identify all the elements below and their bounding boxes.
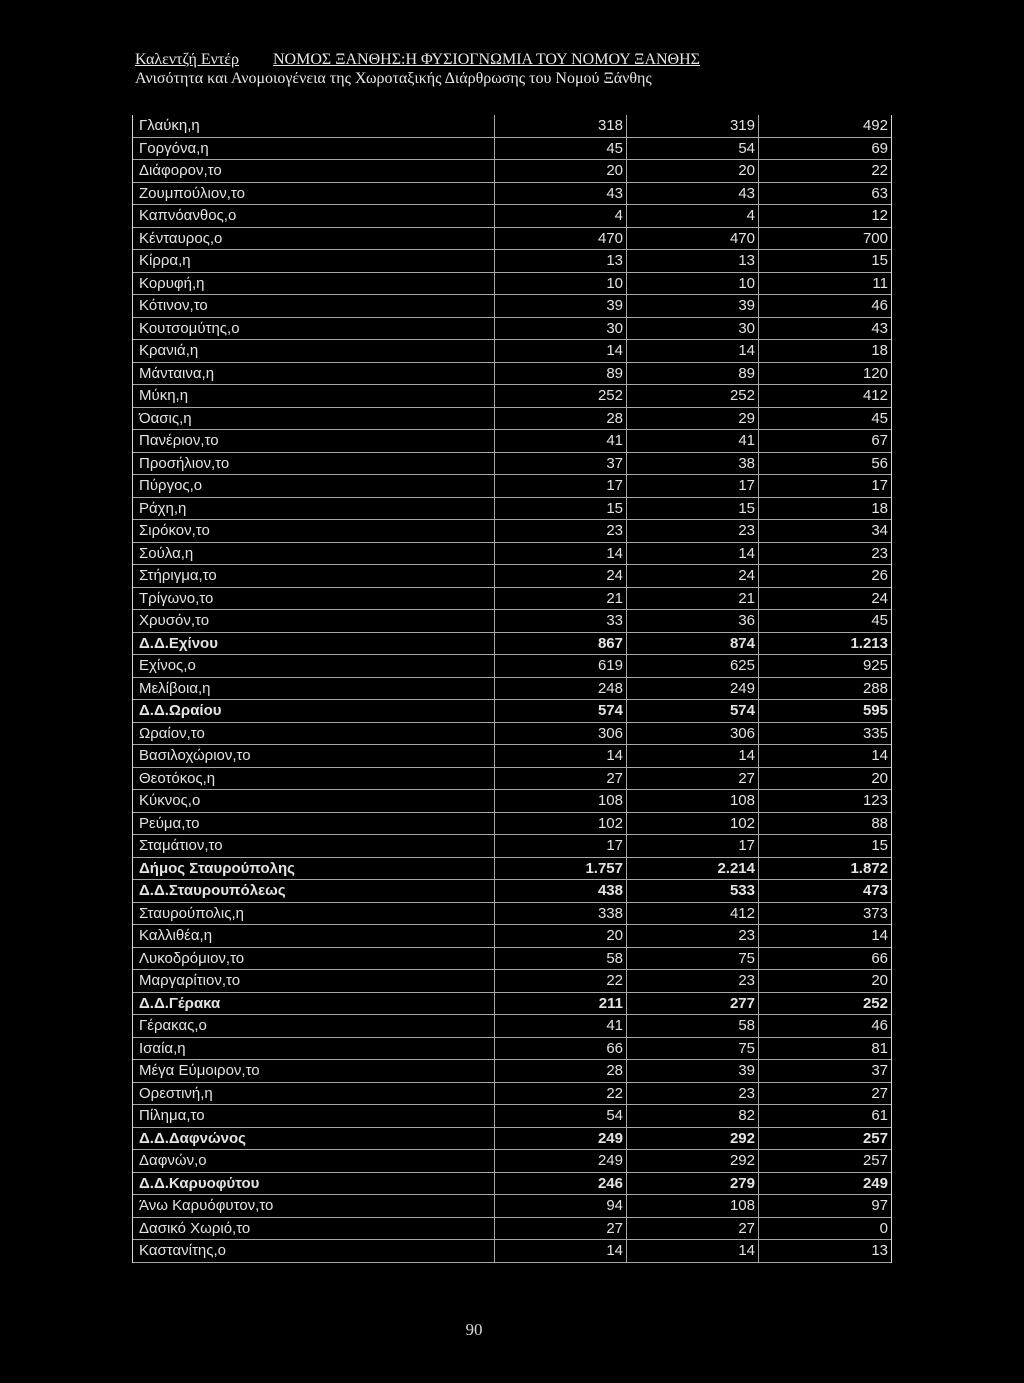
row-value-3-cell: 88 bbox=[871, 814, 888, 832]
table-row bbox=[133, 138, 891, 161]
table-row bbox=[133, 1038, 891, 1061]
row-name-cell: Βασιλοχώριον,το bbox=[133, 745, 495, 767]
row-value-3-cell: 14 bbox=[871, 747, 888, 764]
table-row bbox=[133, 295, 891, 318]
row-value-2-cell: 82 bbox=[627, 1105, 759, 1127]
row-name-cell: Δ.Δ.Ωραίου bbox=[133, 700, 495, 722]
row-name-cell: Κότινον,το bbox=[133, 295, 495, 317]
row-value-1-cell: 102 bbox=[495, 813, 627, 835]
row-name-cell: Ισαία,η bbox=[133, 1038, 495, 1060]
row-value-2-cell: 75 bbox=[627, 948, 759, 970]
row-value-2-cell: 54 bbox=[627, 138, 759, 160]
row-value-3-cell: 335 bbox=[862, 724, 888, 742]
row-value-3-cell: 69 bbox=[871, 139, 888, 157]
row-value-2-cell: 75 bbox=[627, 1038, 759, 1060]
row-value-3-cell: 925 bbox=[862, 657, 888, 674]
table-row bbox=[133, 655, 891, 678]
row-value-2-cell: 38 bbox=[627, 453, 759, 475]
row-name-cell: Πανέριον,το bbox=[133, 430, 495, 452]
row-name-cell: Μαργαρίτιον,το bbox=[133, 970, 495, 992]
row-value-3-cell: 15 bbox=[871, 252, 888, 269]
row-name-cell: Πίλημα,το bbox=[133, 1105, 495, 1127]
table-row bbox=[133, 565, 891, 588]
row-value-1-cell: 22 bbox=[495, 970, 627, 992]
row-value-2-cell: 14 bbox=[627, 543, 759, 565]
row-name-cell: Κουτσομύτης,ο bbox=[133, 318, 495, 340]
row-value-1-cell: 17 bbox=[495, 835, 627, 857]
row-value-1-cell: 306 bbox=[495, 723, 627, 745]
row-value-2-cell: 39 bbox=[627, 1060, 759, 1082]
row-value-1-cell: 66 bbox=[495, 1038, 627, 1060]
row-value-2-cell: 30 bbox=[627, 318, 759, 340]
row-value-1-cell: 14 bbox=[495, 745, 627, 767]
row-value-3-cell: 120 bbox=[862, 364, 888, 382]
table-row bbox=[133, 430, 891, 453]
page-header bbox=[135, 50, 895, 88]
row-name-cell: Δασικό Χωριό,το bbox=[133, 1218, 495, 1240]
row-value-2-cell: 41 bbox=[627, 430, 759, 452]
row-value-3-cell: 61 bbox=[871, 1107, 888, 1124]
row-name-cell: Μελίβοια,η bbox=[133, 678, 495, 700]
row-value-3-cell: 63 bbox=[871, 184, 888, 202]
row-value-1-cell: 37 bbox=[495, 453, 627, 475]
table-row bbox=[133, 543, 891, 566]
row-value-1-cell: 15 bbox=[495, 498, 627, 520]
row-value-2-cell: 108 bbox=[627, 790, 759, 812]
table-row bbox=[133, 160, 891, 183]
row-name-cell: Δ.Δ.Σταυρουπόλεως bbox=[133, 880, 495, 902]
row-name-cell: Σιρόκον,το bbox=[133, 520, 495, 542]
row-name-cell: Σούλα,η bbox=[133, 543, 495, 565]
table-row bbox=[133, 588, 891, 611]
row-name-cell: Δήμος Σταυρούπολης bbox=[133, 858, 495, 880]
row-name-cell: Ορεστινή,η bbox=[133, 1083, 495, 1105]
row-name-cell: Προσήλιον,το bbox=[133, 453, 495, 475]
row-name-cell: Δαφνών,ο bbox=[133, 1150, 495, 1172]
row-value-1-cell: 58 bbox=[495, 948, 627, 970]
row-value-1-cell: 211 bbox=[495, 993, 627, 1015]
row-value-1-cell: 30 bbox=[495, 318, 627, 340]
row-value-1-cell: 22 bbox=[495, 1083, 627, 1105]
row-value-3-cell: 473 bbox=[862, 882, 888, 899]
row-value-2-cell: 625 bbox=[627, 655, 759, 677]
table-row bbox=[133, 273, 891, 296]
row-value-1-cell: 246 bbox=[495, 1173, 627, 1195]
row-value-2-cell: 2.214 bbox=[627, 858, 759, 880]
row-value-3-cell: 81 bbox=[871, 1039, 888, 1057]
row-value-2-cell: 24 bbox=[627, 565, 759, 587]
header-title: ΝΟΜΟΣ ΞΑΝΘΗΣ:Η ΦΥΣΙΟΓΝΩΜΙΑ ΤΟΥ ΝΟΜΟΥ ΞΑΝΘΗΣ bbox=[273, 51, 700, 68]
row-value-1-cell: 41 bbox=[495, 1015, 627, 1037]
row-value-2-cell: 412 bbox=[627, 903, 759, 925]
row-value-1-cell: 89 bbox=[495, 363, 627, 385]
table-subtotal-row bbox=[133, 880, 891, 903]
row-value-3-cell: 252 bbox=[862, 994, 888, 1012]
row-value-1-cell: 470 bbox=[495, 228, 627, 250]
row-value-3-cell: 22 bbox=[871, 162, 888, 179]
row-value-2-cell: 292 bbox=[627, 1150, 759, 1172]
row-value-2-cell: 58 bbox=[627, 1015, 759, 1037]
row-value-1-cell: 45 bbox=[495, 138, 627, 160]
row-name-cell: Κορυφή,η bbox=[133, 273, 495, 295]
row-value-3-cell: 13 bbox=[871, 1242, 888, 1259]
table-row bbox=[133, 520, 891, 543]
row-value-3-cell: 288 bbox=[862, 679, 888, 697]
row-value-1-cell: 27 bbox=[495, 768, 627, 790]
row-name-cell: Καπνόανθος,ο bbox=[133, 205, 495, 227]
row-value-2-cell: 23 bbox=[627, 925, 759, 947]
row-value-3-cell: 700 bbox=[862, 229, 888, 247]
table-row bbox=[133, 1060, 891, 1083]
table-row bbox=[133, 678, 891, 701]
row-value-3-cell: 67 bbox=[871, 432, 888, 449]
row-value-3-cell: 97 bbox=[871, 1197, 888, 1214]
row-value-2-cell: 23 bbox=[627, 520, 759, 542]
row-value-2-cell: 29 bbox=[627, 408, 759, 430]
row-value-1-cell: 108 bbox=[495, 790, 627, 812]
table-row bbox=[133, 498, 891, 521]
row-name-cell: Κίρρα,η bbox=[133, 250, 495, 272]
header-author: Καλεντζή Εντέρ bbox=[135, 51, 239, 68]
row-value-1-cell: 20 bbox=[495, 160, 627, 182]
table-row bbox=[133, 925, 891, 948]
row-name-cell: Πύργος,ο bbox=[133, 475, 495, 497]
table-row bbox=[133, 183, 891, 206]
row-name-cell: Άνω Καρυόφυτον,το bbox=[133, 1195, 495, 1217]
row-value-2-cell: 102 bbox=[627, 813, 759, 835]
table-row bbox=[133, 723, 891, 746]
row-value-3-cell: 14 bbox=[871, 927, 888, 944]
row-name-cell: Τρίγωνο,το bbox=[133, 588, 495, 610]
population-table bbox=[132, 115, 892, 1263]
table-subtotal-row bbox=[133, 858, 891, 881]
table-row bbox=[133, 340, 891, 363]
row-value-3-cell: 46 bbox=[871, 1017, 888, 1034]
table-row bbox=[133, 1150, 891, 1173]
row-name-cell: Λυκοδρόμιον,το bbox=[133, 948, 495, 970]
row-name-cell: Καλλιθέα,η bbox=[133, 925, 495, 947]
row-value-2-cell: 23 bbox=[627, 1083, 759, 1105]
row-value-2-cell: 4 bbox=[627, 205, 759, 227]
row-name-cell: Δ.Δ.Εχίνου bbox=[133, 633, 495, 655]
row-name-cell: Δ.Δ.Δαφνώνος bbox=[133, 1128, 495, 1150]
row-value-1-cell: 438 bbox=[495, 880, 627, 902]
row-value-1-cell: 54 bbox=[495, 1105, 627, 1127]
page-number: 90 bbox=[465, 1320, 483, 1339]
row-value-1-cell: 10 bbox=[495, 273, 627, 295]
row-name-cell: Στήριγμα,το bbox=[133, 565, 495, 587]
row-value-3-cell: 20 bbox=[871, 769, 888, 787]
row-value-1-cell: 252 bbox=[495, 385, 627, 407]
row-value-2-cell: 470 bbox=[627, 228, 759, 250]
row-name-cell: Καστανίτης,ο bbox=[133, 1240, 495, 1262]
row-name-cell: Γλαύκη,η bbox=[133, 115, 495, 137]
row-value-3-cell: 45 bbox=[871, 612, 888, 629]
row-value-3-cell: 34 bbox=[871, 522, 888, 539]
row-value-2-cell: 14 bbox=[627, 1240, 759, 1262]
row-value-1-cell: 20 bbox=[495, 925, 627, 947]
table-row bbox=[133, 745, 891, 768]
table-row bbox=[133, 453, 891, 476]
row-value-3-cell: 46 bbox=[871, 297, 888, 314]
row-value-3-cell: 0 bbox=[879, 1219, 888, 1237]
row-value-1-cell: 867 bbox=[495, 633, 627, 655]
row-value-1-cell: 28 bbox=[495, 1060, 627, 1082]
row-value-1-cell: 33 bbox=[495, 610, 627, 632]
row-value-3-cell: 23 bbox=[871, 544, 888, 562]
row-value-1-cell: 13 bbox=[495, 250, 627, 272]
row-value-3-cell: 257 bbox=[862, 1129, 888, 1147]
table-row bbox=[133, 475, 891, 498]
row-value-1-cell: 28 bbox=[495, 408, 627, 430]
row-value-1-cell: 23 bbox=[495, 520, 627, 542]
row-value-3-cell: 20 bbox=[871, 972, 888, 989]
row-name-cell: Κένταυρος,ο bbox=[133, 228, 495, 250]
table-row bbox=[133, 250, 891, 273]
table-subtotal-row bbox=[133, 1173, 891, 1196]
row-value-2-cell: 27 bbox=[627, 1218, 759, 1240]
row-value-2-cell: 23 bbox=[627, 970, 759, 992]
row-value-2-cell: 306 bbox=[627, 723, 759, 745]
row-value-1-cell: 248 bbox=[495, 678, 627, 700]
row-value-1-cell: 249 bbox=[495, 1150, 627, 1172]
row-value-1-cell: 14 bbox=[495, 543, 627, 565]
row-name-cell: Μέγα Εύμοιρον,το bbox=[133, 1060, 495, 1082]
row-value-2-cell: 874 bbox=[627, 633, 759, 655]
table-row bbox=[133, 813, 891, 836]
table-row bbox=[133, 385, 891, 408]
row-value-1-cell: 4 bbox=[495, 205, 627, 227]
row-name-cell: Ρεύμα,το bbox=[133, 813, 495, 835]
table-row bbox=[133, 948, 891, 971]
row-value-3-cell: 123 bbox=[862, 792, 888, 809]
row-name-cell: Ράχη,η bbox=[133, 498, 495, 520]
row-name-cell: Εχίνος,ο bbox=[133, 655, 495, 677]
row-value-2-cell: 14 bbox=[627, 340, 759, 362]
row-value-2-cell: 279 bbox=[627, 1173, 759, 1195]
table-row bbox=[133, 610, 891, 633]
row-value-2-cell: 27 bbox=[627, 768, 759, 790]
header-line-1 bbox=[135, 50, 895, 69]
table-row bbox=[133, 1195, 891, 1218]
row-name-cell: Θεοτόκος,η bbox=[133, 768, 495, 790]
row-value-1-cell: 21 bbox=[495, 588, 627, 610]
row-value-1-cell: 24 bbox=[495, 565, 627, 587]
row-value-2-cell: 108 bbox=[627, 1195, 759, 1217]
row-value-1-cell: 14 bbox=[495, 1240, 627, 1262]
row-value-2-cell: 36 bbox=[627, 610, 759, 632]
row-value-3-cell: 1.213 bbox=[850, 634, 888, 652]
row-name-cell: Όασις,η bbox=[133, 408, 495, 430]
row-value-1-cell: 619 bbox=[495, 655, 627, 677]
table-row bbox=[133, 205, 891, 228]
row-value-2-cell: 89 bbox=[627, 363, 759, 385]
row-value-3-cell: 412 bbox=[862, 387, 888, 404]
row-value-3-cell: 15 bbox=[871, 837, 888, 854]
row-value-1-cell: 94 bbox=[495, 1195, 627, 1217]
row-value-3-cell: 595 bbox=[862, 702, 888, 719]
row-value-2-cell: 39 bbox=[627, 295, 759, 317]
row-value-1-cell: 17 bbox=[495, 475, 627, 497]
row-value-2-cell: 20 bbox=[627, 160, 759, 182]
row-name-cell: Χρυσόν,το bbox=[133, 610, 495, 632]
table-row bbox=[133, 1083, 891, 1106]
row-name-cell: Διάφορον,το bbox=[133, 160, 495, 182]
table-subtotal-row bbox=[133, 993, 891, 1016]
row-value-1-cell: 14 bbox=[495, 340, 627, 362]
row-value-1-cell: 27 bbox=[495, 1218, 627, 1240]
row-value-1-cell: 39 bbox=[495, 295, 627, 317]
row-value-3-cell: 11 bbox=[872, 274, 888, 292]
row-value-3-cell: 18 bbox=[871, 342, 888, 359]
row-value-2-cell: 17 bbox=[627, 475, 759, 497]
table-row bbox=[133, 1015, 891, 1038]
row-name-cell: Δ.Δ.Καρυοφύτου bbox=[133, 1173, 495, 1195]
row-name-cell: Σταυρούπολις,η bbox=[133, 903, 495, 925]
row-value-1-cell: 43 bbox=[495, 183, 627, 205]
table-row bbox=[133, 363, 891, 386]
header-subtitle: Ανισότητα και Ανομοιογένεια της Χωροταξικής Διάρθρωσης του Νομού Ξάνθης bbox=[135, 70, 652, 87]
row-value-3-cell: 257 bbox=[862, 1152, 888, 1169]
table-row bbox=[133, 970, 891, 993]
row-name-cell: Κρανιά,η bbox=[133, 340, 495, 362]
table-subtotal-row bbox=[133, 700, 891, 723]
table-row bbox=[133, 115, 891, 138]
row-value-3-cell: 249 bbox=[862, 1174, 888, 1192]
row-value-2-cell: 319 bbox=[627, 115, 759, 137]
table-row bbox=[133, 768, 891, 791]
row-value-2-cell: 277 bbox=[627, 993, 759, 1015]
row-value-3-cell: 12 bbox=[871, 207, 888, 224]
table-row bbox=[133, 228, 891, 251]
row-name-cell: Ωραίον,το bbox=[133, 723, 495, 745]
row-name-cell: Γοργόνα,η bbox=[133, 138, 495, 160]
row-value-3-cell: 1.872 bbox=[850, 859, 888, 877]
row-value-1-cell: 249 bbox=[495, 1128, 627, 1150]
row-value-3-cell: 24 bbox=[871, 589, 888, 607]
row-name-cell: Κύκνος,ο bbox=[133, 790, 495, 812]
table-row bbox=[133, 1218, 891, 1241]
row-value-1-cell: 338 bbox=[495, 903, 627, 925]
table-row bbox=[133, 318, 891, 341]
row-value-2-cell: 249 bbox=[627, 678, 759, 700]
row-value-1-cell: 574 bbox=[495, 700, 627, 722]
table-row bbox=[133, 408, 891, 431]
row-value-2-cell: 252 bbox=[627, 385, 759, 407]
row-name-cell: Δ.Δ.Γέρακα bbox=[133, 993, 495, 1015]
row-value-3-cell: 66 bbox=[871, 949, 888, 967]
row-value-3-cell: 45 bbox=[871, 409, 888, 427]
table-row bbox=[133, 1105, 891, 1128]
table-row bbox=[133, 1240, 891, 1263]
row-name-cell: Ζουμπούλιον,το bbox=[133, 183, 495, 205]
row-name-cell: Σταμάτιον,το bbox=[133, 835, 495, 857]
table-row bbox=[133, 903, 891, 926]
table-subtotal-row bbox=[133, 1128, 891, 1151]
row-value-1-cell: 41 bbox=[495, 430, 627, 452]
row-value-2-cell: 574 bbox=[627, 700, 759, 722]
row-value-2-cell: 533 bbox=[627, 880, 759, 902]
row-value-3-cell: 373 bbox=[862, 904, 888, 922]
row-value-2-cell: 10 bbox=[627, 273, 759, 295]
row-value-3-cell: 37 bbox=[871, 1062, 888, 1079]
table-subtotal-row bbox=[133, 633, 891, 656]
row-value-1-cell: 1.757 bbox=[495, 858, 627, 880]
row-name-cell: Μύκη,η bbox=[133, 385, 495, 407]
row-value-1-cell: 318 bbox=[495, 115, 627, 137]
row-value-3-cell: 43 bbox=[871, 319, 888, 337]
row-value-2-cell: 13 bbox=[627, 250, 759, 272]
row-value-3-cell: 18 bbox=[871, 499, 888, 517]
row-value-2-cell: 21 bbox=[627, 588, 759, 610]
row-value-2-cell: 14 bbox=[627, 745, 759, 767]
row-value-2-cell: 17 bbox=[627, 835, 759, 857]
row-value-3-cell: 26 bbox=[871, 567, 888, 584]
row-value-3-cell: 56 bbox=[871, 454, 888, 472]
table-row bbox=[133, 835, 891, 858]
row-value-2-cell: 292 bbox=[627, 1128, 759, 1150]
row-value-3-cell: 17 bbox=[871, 477, 888, 494]
row-name-cell: Μάνταινα,η bbox=[133, 363, 495, 385]
row-name-cell: Γέρακας,ο bbox=[133, 1015, 495, 1037]
table-row bbox=[133, 790, 891, 813]
row-value-3-cell: 492 bbox=[862, 117, 888, 134]
row-value-3-cell: 27 bbox=[871, 1084, 888, 1102]
row-value-2-cell: 15 bbox=[627, 498, 759, 520]
row-value-2-cell: 43 bbox=[627, 183, 759, 205]
